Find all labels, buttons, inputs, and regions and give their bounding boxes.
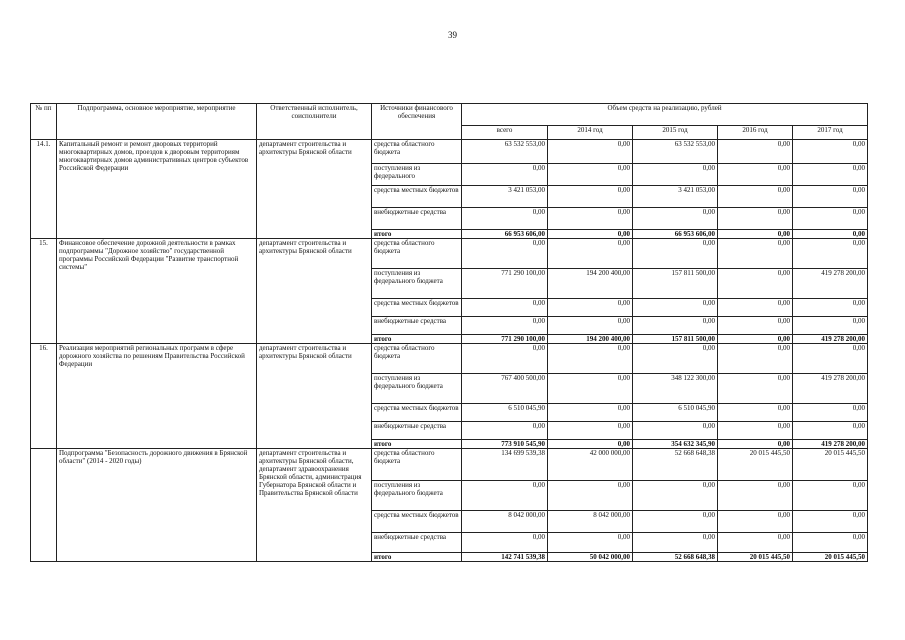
amount-cell: 0,00 [633,344,718,374]
header-year-2014: 2014 год [548,126,633,140]
amount-cell: 0,00 [718,140,793,164]
amount-cell: 0,00 [462,299,548,317]
amount-cell: 0,00 [548,230,633,239]
funding-source: средства местных бюджетов [372,186,462,208]
amount-cell: 0,00 [718,186,793,208]
header-year-2017: 2017 год [793,126,868,140]
amount-cell: 0,00 [548,317,633,335]
amount-cell: 0,00 [793,186,868,208]
amount-cell: 0,00 [718,239,793,269]
header-year-total: всего [462,126,548,140]
header-funding: Объем средств на реализацию, рублей [462,104,868,126]
amount-cell: 0,00 [633,164,718,186]
amount-cell: 771 290 100,00 [462,335,548,344]
row-number: 16. [31,344,57,449]
amount-cell: 63 532 553,00 [462,140,548,164]
amount-cell: 0,00 [548,374,633,404]
amount-cell: 52 668 648,38 [633,553,718,562]
funding-source: средства областного бюджета [372,239,462,269]
amount-cell: 0,00 [718,511,793,533]
table-body [31,140,868,562]
amount-cell: 20 015 445,50 [793,553,868,562]
amount-cell: 0,00 [793,481,868,511]
amount-cell: 0,00 [793,317,868,335]
amount-cell: 773 910 545,90 [462,440,548,449]
amount-cell: 0,00 [462,239,548,269]
program-name: Подпрограмма "Безопасность дорожного движения в Брянской области" (2014 - 2020 годы) [57,449,257,562]
funding-source: средства местных бюджетов [372,299,462,317]
amount-cell: 157 811 500,00 [633,269,718,299]
amount-cell: 0,00 [793,344,868,374]
funding-source: поступления из федерального [372,164,462,186]
amount-cell: 0,00 [548,344,633,374]
amount-cell: 0,00 [718,374,793,404]
amount-cell: 0,00 [793,164,868,186]
amount-cell: 0,00 [462,208,548,230]
header-source: Источники финансового обеспечения [372,104,462,140]
amount-cell: 419 278 200,00 [793,440,868,449]
amount-cell: 0,00 [793,422,868,440]
amount-cell: 6 510 045,90 [462,404,548,422]
amount-cell: 771 290 100,00 [462,269,548,299]
amount-cell: 42 000 000,00 [548,449,633,481]
executor-name: департамент строительства и архитектуры Брянской области [257,239,372,344]
funding-source: поступления из федерального бюджета [372,481,462,511]
row-number: 15. [31,239,57,344]
amount-cell: 8 042 000,00 [462,511,548,533]
amount-cell: 6 510 045,90 [633,404,718,422]
row-number [31,449,57,562]
table-row [31,449,868,481]
amount-cell: 0,00 [718,269,793,299]
table-row [31,239,868,269]
amount-cell: 0,00 [793,511,868,533]
funding-source: итого [372,553,462,562]
amount-cell: 50 042 000,00 [548,553,633,562]
amount-cell: 0,00 [548,186,633,208]
amount-cell: 0,00 [718,344,793,374]
amount-cell: 0,00 [793,208,868,230]
row-number: 14.1. [31,140,57,239]
amount-cell: 419 278 200,00 [793,335,868,344]
table-row [31,344,868,374]
funding-source: итого [372,440,462,449]
amount-cell: 20 015 445,50 [793,449,868,481]
funding-source: внебюджетные средства [372,208,462,230]
amount-cell: 0,00 [633,239,718,269]
funding-source: внебюджетные средства [372,422,462,440]
amount-cell: 0,00 [718,440,793,449]
amount-cell: 0,00 [548,481,633,511]
funding-source: средства областного бюджета [372,140,462,164]
amount-cell: 0,00 [548,208,633,230]
amount-cell: 0,00 [793,299,868,317]
amount-cell: 0,00 [718,164,793,186]
amount-cell: 0,00 [793,404,868,422]
amount-cell: 0,00 [548,440,633,449]
amount-cell: 134 699 539,38 [462,449,548,481]
header-year-2015: 2015 год [633,126,718,140]
amount-cell: 0,00 [462,344,548,374]
executor-name: департамент строительства и архитектуры Брянской области [257,344,372,449]
amount-cell: 0,00 [462,164,548,186]
amount-cell: 0,00 [548,299,633,317]
funding-source: итого [372,335,462,344]
amount-cell: 348 122 300,00 [633,374,718,404]
amount-cell: 0,00 [793,533,868,553]
amount-cell: 3 421 053,00 [462,186,548,208]
funding-source: средства местных бюджетов [372,404,462,422]
amount-cell: 0,00 [548,140,633,164]
amount-cell: 0,00 [633,299,718,317]
amount-cell: 0,00 [718,533,793,553]
amount-cell: 0,00 [462,533,548,553]
header-program: Подпрограмма, основное мероприятие, мероприятие [57,104,257,140]
amount-cell: 20 015 445,50 [718,553,793,562]
amount-cell: 66 953 606,00 [633,230,718,239]
executor-name: департамент строительства и архитектуры Брянской области, департамент здравоохранения Брянской области, администрация Губернатора Брянской области и Правительства Брянской области [257,449,372,562]
amount-cell: 0,00 [548,404,633,422]
amount-cell: 8 042 000,00 [548,511,633,533]
amount-cell: 0,00 [633,422,718,440]
amount-cell: 0,00 [718,230,793,239]
amount-cell: 52 668 648,38 [633,449,718,481]
amount-cell: 157 811 500,00 [633,335,718,344]
amount-cell: 0,00 [462,422,548,440]
amount-cell: 20 015 445,50 [718,449,793,481]
amount-cell: 0,00 [793,140,868,164]
amount-cell: 419 278 200,00 [793,374,868,404]
header-num: № пп [31,104,57,140]
amount-cell: 354 632 345,90 [633,440,718,449]
amount-cell: 0,00 [718,335,793,344]
amount-cell: 0,00 [633,481,718,511]
header-year-2016: 2016 год [718,126,793,140]
funding-source: итого [372,230,462,239]
header-executor: Ответственный исполнитель, соисполнители [257,104,372,140]
amount-cell: 0,00 [548,422,633,440]
amount-cell: 419 278 200,00 [793,269,868,299]
amount-cell: 0,00 [718,299,793,317]
amount-cell: 0,00 [633,317,718,335]
amount-cell: 0,00 [462,481,548,511]
page-number: 39 [448,30,457,40]
amount-cell: 0,00 [718,422,793,440]
amount-cell: 0,00 [633,208,718,230]
budget-table [30,103,868,562]
amount-cell: 0,00 [793,230,868,239]
amount-cell: 63 532 553,00 [633,140,718,164]
funding-source: поступления из федерального бюджета [372,374,462,404]
amount-cell: 0,00 [718,481,793,511]
amount-cell: 3 421 053,00 [633,186,718,208]
amount-cell: 0,00 [633,511,718,533]
funding-source: внебюджетные средства [372,317,462,335]
table-row [31,140,868,164]
program-name: Реализация мероприятий региональных программ в сфере дорожного хозяйства по решениям Правительства Российской Федерации [57,344,257,449]
executor-name: департамент строительства и архитектуры Брянской области [257,140,372,239]
funding-source: средства областного бюджета [372,449,462,481]
amount-cell: 0,00 [548,533,633,553]
amount-cell: 0,00 [718,208,793,230]
amount-cell: 66 953 606,00 [462,230,548,239]
program-name: Финансовое обеспечение дорожной деятельности в рамках подпрограммы "Дорожное хозяйство" государственной программы Российской Федерации "Развитие транспортной системы" [57,239,257,344]
amount-cell: 194 200 400,00 [548,269,633,299]
amount-cell: 0,00 [718,404,793,422]
amount-cell: 0,00 [793,239,868,269]
amount-cell: 0,00 [462,317,548,335]
amount-cell: 142 741 539,38 [462,553,548,562]
funding-source: внебюджетные средства [372,533,462,553]
amount-cell: 0,00 [548,239,633,269]
amount-cell: 0,00 [718,317,793,335]
funding-source: средства местных бюджетов [372,511,462,533]
funding-source: средства областного бюджета [372,344,462,374]
amount-cell: 0,00 [548,164,633,186]
amount-cell: 767 400 500,00 [462,374,548,404]
amount-cell: 0,00 [633,533,718,553]
program-name: Капитальный ремонт и ремонт дворовых территорий многоквартирных домов, проездов к дворовым территориям многоквартирных домов административных центров субъектов Российской Федерации [57,140,257,239]
amount-cell: 194 200 400,00 [548,335,633,344]
funding-source: поступления из федерального бюджета [372,269,462,299]
